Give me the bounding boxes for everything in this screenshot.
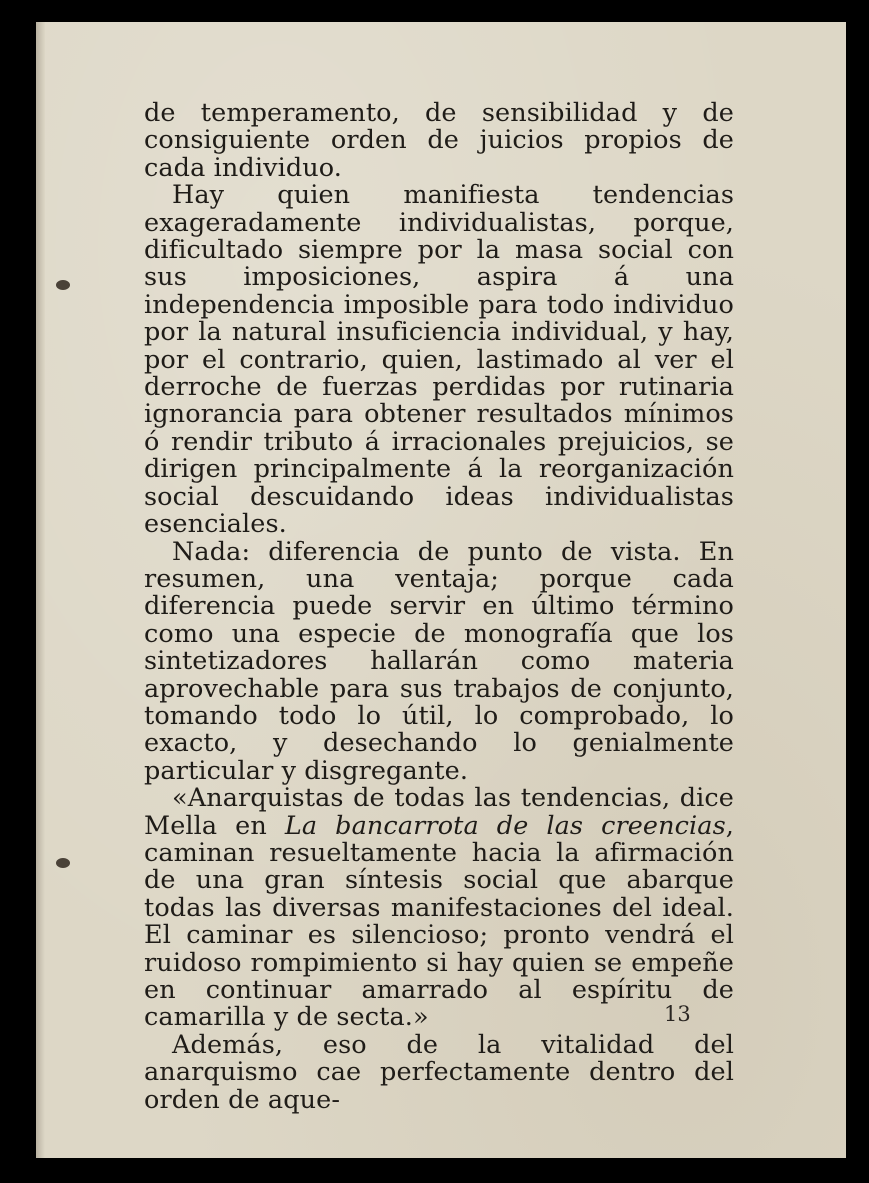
paragraph: Hay quien manifiesta tendencias exageradamente individualistas, porque, dificultado siempre por la masa social con sus imposiciones, aspira á una independencia imposible para todo individuo por la natural insuficiencia individual, y hay, por el contrario, quien, lastimado al ver el derroche de fuerzas perdidas por rutinaria ignorancia para obtener resultados mínimos ó rendir tributo á irracionales prejuicios, se dirigen principalmente á la reorganización social descuidando ideas individualistas esenciales. [144,180,734,540]
book-title: La bancarrota de las creencias [284,810,726,841]
body-text [144,100,734,1114]
paragraph: de temperamento, de sensibilidad y de consiguiente orden de juicios propios de cada individuo. [144,98,734,183]
quote-text: «Anarquistas de todas las tendencias, dice Mella en [144,783,734,841]
binding-mark [56,858,70,868]
book-page [36,22,846,1158]
page-number: 13 [664,1002,691,1026]
paragraph: Además, eso de la vitalidad del anarquismo cae perfectamente dentro del orden de aque- [144,1029,734,1115]
page-gutter [36,22,45,1158]
paragraph: Nada: diferencia de punto de vista. En resumen, una ventaja; porque cada diferencia puede servir en último término como una especie de monografía que los sintetizadores hallarán como materia aprovechable para sus trabajos de conjunto, tomando todo lo útil, lo comprobado, lo exacto, y desechando lo genialmente particular y disgregante. [144,536,734,786]
binding-mark [56,280,70,290]
quote-text: , caminan resueltamente hacia la afirmación de una gran síntesis social que abarque todas las diversas manifestaciones del ideal. El caminar es silencioso; pronto vendrá el ruidoso rompimiento si hay quien se empeñe en continuar amarrado al espíritu de camarilla y de secta.» [144,810,734,1033]
paragraph-quote [144,785,734,1032]
